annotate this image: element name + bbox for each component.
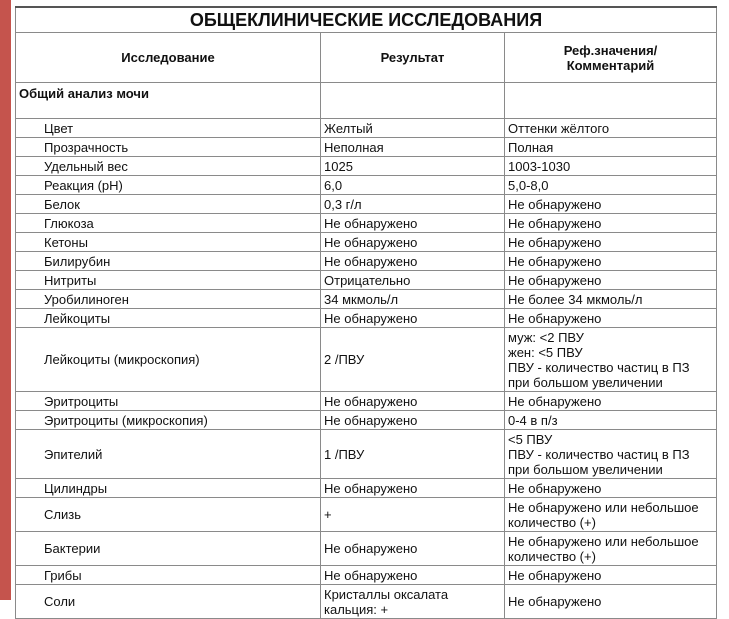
table-row xyxy=(16,532,717,566)
reference-cell: 5,0-8,0 xyxy=(505,176,717,195)
table-row xyxy=(16,566,717,585)
table-row xyxy=(16,498,717,532)
reference-cell: Не обнаружено xyxy=(505,585,717,619)
reference-cell: Не обнаружено xyxy=(505,233,717,252)
result-cell: Не обнаружено xyxy=(321,214,505,233)
test-name-cell: Нитриты xyxy=(16,271,321,290)
reference-cell: Не обнаружено или небольшое количество (+) xyxy=(505,532,717,566)
result-cell: 1025 xyxy=(321,157,505,176)
header-row xyxy=(16,33,717,83)
section-empty-cell xyxy=(505,83,717,119)
test-name-cell: Соли xyxy=(16,585,321,619)
result-cell: Кристаллы оксалата кальция: + xyxy=(321,585,505,619)
reference-cell: 1003-1030 xyxy=(505,157,717,176)
result-cell: Не обнаружено xyxy=(321,233,505,252)
test-name-cell: Уробилиноген xyxy=(16,290,321,309)
reference-cell: 0-4 в п/з xyxy=(505,411,717,430)
table-row xyxy=(16,119,717,138)
test-name-cell: Реакция (pH) xyxy=(16,176,321,195)
test-name-cell: Лейкоциты (микроскопия) xyxy=(16,328,321,392)
test-name-cell: Цилиндры xyxy=(16,479,321,498)
section-row xyxy=(16,83,717,119)
table-row xyxy=(16,430,717,479)
test-name-cell: Слизь xyxy=(16,498,321,532)
results-table xyxy=(15,6,717,619)
reference-cell: Не обнаружено xyxy=(505,252,717,271)
reference-cell: Оттенки жёлтого xyxy=(505,119,717,138)
table-row xyxy=(16,252,717,271)
result-cell: 1 /ПВУ xyxy=(321,430,505,479)
reference-cell: Не обнаружено xyxy=(505,479,717,498)
result-cell: Не обнаружено xyxy=(321,479,505,498)
section-empty-cell xyxy=(321,83,505,119)
report-sheet xyxy=(11,0,721,617)
reference-cell: Не обнаружено xyxy=(505,309,717,328)
result-cell: Отрицательно xyxy=(321,271,505,290)
reference-cell: Не обнаружено или небольшое количество (+) xyxy=(505,498,717,532)
table-row xyxy=(16,328,717,392)
reference-cell: Полная xyxy=(505,138,717,157)
reference-cell: Не более 34 мкмоль/л xyxy=(505,290,717,309)
test-name-cell: Эпителий xyxy=(16,430,321,479)
test-name-cell: Грибы xyxy=(16,566,321,585)
result-cell: 34 мкмоль/л xyxy=(321,290,505,309)
result-cell: Не обнаружено xyxy=(321,309,505,328)
reference-cell: Не обнаружено xyxy=(505,566,717,585)
table-row xyxy=(16,271,717,290)
result-cell: Не обнаружено xyxy=(321,532,505,566)
reference-cell: Не обнаружено xyxy=(505,271,717,290)
table-row xyxy=(16,214,717,233)
table-row xyxy=(16,309,717,328)
table-row xyxy=(16,176,717,195)
result-cell: Желтый xyxy=(321,119,505,138)
test-name-cell: Удельный вес xyxy=(16,157,321,176)
reference-cell: Не обнаружено xyxy=(505,195,717,214)
result-cell: 2 /ПВУ xyxy=(321,328,505,392)
table-row xyxy=(16,157,717,176)
left-accent-bar xyxy=(0,0,11,600)
table-row xyxy=(16,138,717,157)
reference-cell: Не обнаружено xyxy=(505,392,717,411)
test-name-cell: Белок xyxy=(16,195,321,214)
result-cell: 0,3 г/л xyxy=(321,195,505,214)
test-name-cell: Кетоны xyxy=(16,233,321,252)
result-cell: + xyxy=(321,498,505,532)
table-row xyxy=(16,195,717,214)
test-name-cell: Лейкоциты xyxy=(16,309,321,328)
result-cell: Не обнаружено xyxy=(321,566,505,585)
test-name-cell: Цвет xyxy=(16,119,321,138)
column-header-test: Исследование xyxy=(16,33,321,83)
result-cell: Не обнаружено xyxy=(321,252,505,271)
table-row xyxy=(16,585,717,619)
column-header-reference: Реф.значения/ Комментарий xyxy=(505,33,717,83)
result-cell: Неполная xyxy=(321,138,505,157)
table-row xyxy=(16,233,717,252)
table-row xyxy=(16,392,717,411)
report-title: ОБЩЕКЛИНИЧЕСКИЕ ИССЛЕДОВАНИЯ xyxy=(16,7,717,33)
result-cell: Не обнаружено xyxy=(321,392,505,411)
section-title: Общий анализ мочи xyxy=(16,83,321,119)
test-name-cell: Глюкоза xyxy=(16,214,321,233)
test-name-cell: Билирубин xyxy=(16,252,321,271)
reference-cell: муж: <2 ПВУ жен: <5 ПВУ ПВУ - количество частиц в ПЗ при большом увеличении xyxy=(505,328,717,392)
table-row xyxy=(16,411,717,430)
table-row xyxy=(16,290,717,309)
test-name-cell: Эритроциты xyxy=(16,392,321,411)
result-cell: Не обнаружено xyxy=(321,411,505,430)
column-header-result: Результат xyxy=(321,33,505,83)
test-name-cell: Эритроциты (микроскопия) xyxy=(16,411,321,430)
test-name-cell: Бактерии xyxy=(16,532,321,566)
reference-cell: Не обнаружено xyxy=(505,214,717,233)
table-row xyxy=(16,479,717,498)
result-cell: 6,0 xyxy=(321,176,505,195)
test-name-cell: Прозрачность xyxy=(16,138,321,157)
reference-cell: <5 ПВУ ПВУ - количество частиц в ПЗ при большом увеличении xyxy=(505,430,717,479)
